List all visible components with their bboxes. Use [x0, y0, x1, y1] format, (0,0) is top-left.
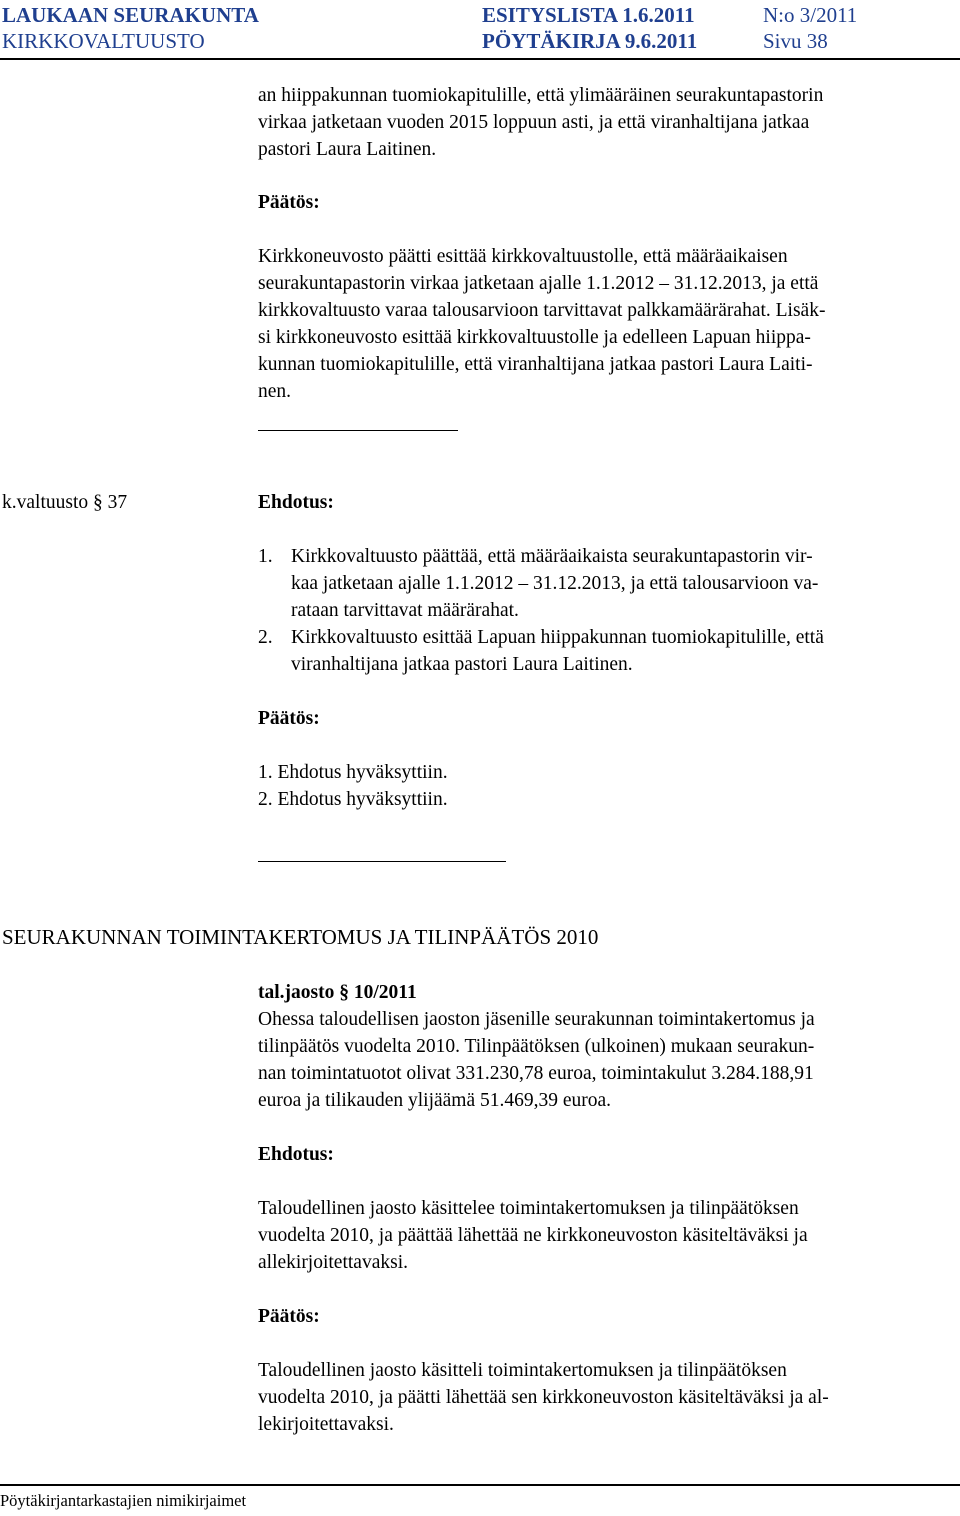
- taljaosto-reference: tal.jaosto § 10/2011: [258, 982, 417, 1003]
- paatos-line: kirkkovaltuusto varaa talousarvioon tarvittavat palkkamäärärahat. Lisäk-: [258, 300, 826, 321]
- header-number: N:o 3/2011: [763, 3, 858, 27]
- intro-paragraph: [258, 82, 823, 163]
- proposal-number: 2.: [258, 627, 273, 648]
- footer-text: Pöytäkirjantarkastajien nimikirjaimet: [0, 1491, 247, 1510]
- ehdotus-heading: Ehdotus:: [258, 1144, 334, 1165]
- proposal-line: Kirkkovaltuusto päättää, että määräaikaista seurakuntapastorin vir-: [291, 546, 813, 567]
- header-divider: [0, 58, 960, 60]
- proposal-item: [258, 624, 948, 678]
- ehdotus-line: allekirjoitettavaksi.: [258, 1252, 408, 1273]
- proposal-line: viranhaltijana jatkaa pastori Laura Laitinen.: [291, 654, 633, 675]
- ehdotus-line: vuodelta 2010, ja päättää lähettää ne kirkkoneuvoston käsiteltäväksi ja: [258, 1225, 808, 1246]
- paatos-line: vuodelta 2010, ja päätti lähettää sen kirkkoneuvoston käsiteltäväksi ja al-: [258, 1387, 829, 1408]
- paatos-paragraph: [258, 1357, 829, 1438]
- decision-line: 1. Ehdotus hyväksyttiin.: [258, 762, 448, 783]
- paatos-line: nen.: [258, 381, 292, 402]
- kvaltuusto-reference: k.valtuusto § 37: [2, 492, 128, 513]
- proposal-item: [258, 543, 948, 624]
- separator-line: [258, 861, 506, 862]
- decisions-list: [258, 759, 448, 813]
- taljaosto-line: Ohessa taloudellisen jaoston jäsenille seurakunnan toimintakertomus ja: [258, 1009, 815, 1030]
- paatos-line: si kirkkoneuvosto esittää kirkkovaltuustolle ja edelleen Lapuan hiippa-: [258, 327, 811, 348]
- proposal-number: 1.: [258, 546, 273, 567]
- header-page: Sivu 38: [763, 29, 828, 53]
- paatos-line: seurakuntapastorin virkaa jatketaan ajalle 1.1.2012 – 31.12.2013, ja että: [258, 273, 819, 294]
- proposal-line: Kirkkovaltuusto esittää Lapuan hiippakunnan tuomiokapitulille, että: [291, 627, 824, 648]
- proposal-text: [291, 543, 818, 624]
- ehdotus-paragraph: [258, 1195, 808, 1276]
- paatos-line: kunnan tuomiokapitulille, että viranhaltijana jatkaa pastori Laura Laiti-: [258, 354, 813, 375]
- intro-line: pastori Laura Laitinen.: [258, 139, 437, 160]
- paatos-line: lekirjoitettavaksi.: [258, 1414, 394, 1435]
- taljaosto-paragraph: [258, 1006, 815, 1114]
- decision-line: 2. Ehdotus hyväksyttiin.: [258, 789, 448, 810]
- proposal-text: [291, 624, 824, 678]
- paatos-heading: Päätös:: [258, 708, 320, 729]
- paatos-paragraph: [258, 243, 825, 405]
- proposal-line: kaa jatketaan ajalle 1.1.2012 – 31.12.2013, ja että talousarvioon va-: [291, 573, 819, 594]
- proposal-line: rataan tarvittavat määrärahat.: [291, 600, 519, 621]
- header-org: LAUKAAN SEURAKUNTA: [2, 3, 259, 27]
- header-agenda: ESITYSLISTA 1.6.2011: [482, 3, 695, 27]
- separator-line: [258, 430, 458, 431]
- taljaosto-line: tilinpäätös vuodelta 2010. Tilinpäätöksen (ulkoinen) mukaan seurakun-: [258, 1036, 815, 1057]
- paatos-heading: Päätös:: [258, 1306, 320, 1327]
- intro-line: an hiippakunnan tuomiokapitulille, että ylimääräinen seurakuntapastorin: [258, 85, 824, 106]
- paatos-line: Taloudellinen jaosto käsitteli toimintakertomuksen ja tilinpäätöksen: [258, 1360, 787, 1381]
- taljaosto-line: nan toimintatuotot olivat 331.230,78 euroa, toimintakulut 3.284.188,91: [258, 1063, 814, 1084]
- header-minutes: PÖYTÄKIRJA 9.6.2011: [482, 29, 698, 53]
- paatos-heading: Päätös:: [258, 192, 320, 213]
- taljaosto-line: euroa ja tilikauden ylijäämä 51.469,39 euroa.: [258, 1090, 612, 1111]
- paatos-line: Kirkkoneuvosto päätti esittää kirkkovaltuustolle, että määräaikaisen: [258, 246, 788, 267]
- header-body: KIRKKOVALTUUSTO: [2, 29, 205, 53]
- ehdotus-line: Taloudellinen jaosto käsittelee toimintakertomuksen ja tilinpäätöksen: [258, 1198, 799, 1219]
- ehdotus-heading: Ehdotus:: [258, 492, 334, 513]
- footer-divider: [0, 1484, 960, 1486]
- section-title: SEURAKUNNAN TOIMINTAKERTOMUS JA TILINPÄÄTÖS 2010: [2, 925, 599, 949]
- intro-line: virkaa jatketaan vuoden 2015 loppuun asti, ja että viranhaltijana jatkaa: [258, 112, 810, 133]
